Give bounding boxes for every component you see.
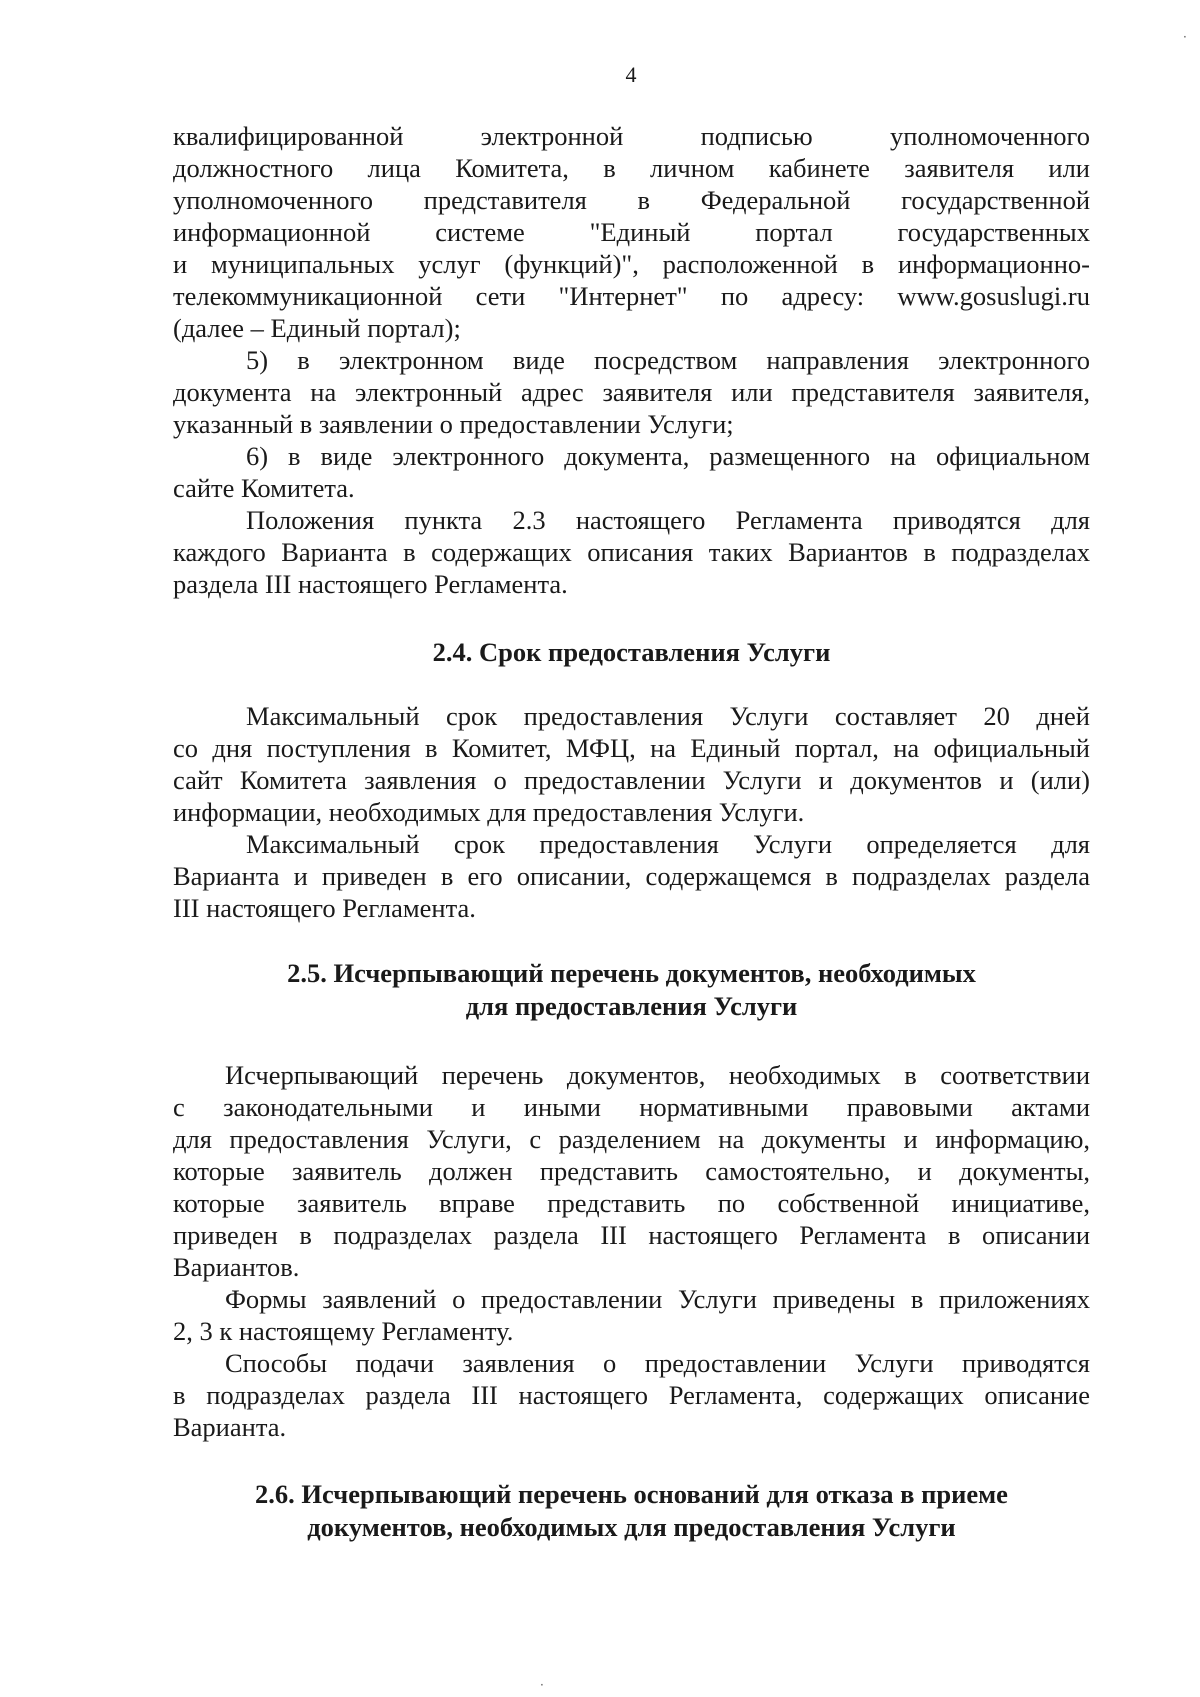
paragraph-documents-list: [173, 1059, 1090, 1283]
text-line: приведен в подразделах раздела III настоящего Регламента в описании: [173, 1220, 1090, 1250]
text-line: для предоставления Услуги, с разделением на документы и информацию,: [173, 1124, 1090, 1154]
paragraph-continuation: [173, 120, 1090, 344]
text-line: Способы подачи заявления о предоставлении Услуги приводятся: [225, 1348, 1090, 1378]
text-line: которые заявитель вправе представить по собственной инициативе,: [173, 1188, 1090, 1218]
text-line: должностного лица Комитета, в личном кабинете заявителя или: [173, 153, 1090, 183]
text-line: информационной системе "Единый портал государственных: [173, 217, 1090, 247]
text-line: 5) в электронном виде посредством направления электронного: [246, 345, 1090, 375]
text-line: (далее – Единый портал);: [173, 313, 461, 343]
text-line: Варианта.: [173, 1412, 287, 1442]
paragraph-max-term: [173, 700, 1090, 828]
text-line: со дня поступления в Комитет, МФЦ, на Единый портал, на официальный: [173, 733, 1090, 763]
text-line: и муниципальных услуг (функций)", расположенной в информационно-: [173, 249, 1090, 279]
paragraph-submission-methods: [173, 1347, 1090, 1443]
heading-line: 2.6. Исчерпывающий перечень оснований для отказа в приеме: [255, 1479, 1008, 1509]
text-line: Варианта и приведен в его описании, содержащемся в подразделах раздела: [173, 861, 1090, 891]
section-heading-2-4: [173, 636, 1090, 669]
text-line: с законодательными и иными нормативными правовыми актами: [173, 1092, 1090, 1122]
text-line: сайте Комитета.: [173, 473, 355, 503]
text-line: 6) в виде электронного документа, размещенного на официальном: [246, 441, 1090, 471]
list-item-6: [173, 440, 1090, 504]
text-line: сайт Комитета заявления о предоставлении Услуги и документов и (или): [173, 765, 1090, 795]
heading-line: 2.5. Исчерпывающий перечень документов, необходимых: [287, 958, 976, 988]
text-line: телекоммуникационной сети "Интернет" по адресу: www.gosuslugi.ru: [173, 281, 1090, 311]
text-line: каждого Варианта в содержащих описания таких Вариантов в подразделах: [173, 537, 1090, 567]
paragraph-max-term-variant: [173, 828, 1090, 924]
text-line: раздела III настоящего Регламента.: [173, 569, 568, 599]
paragraph-forms: [173, 1283, 1090, 1347]
text-line: Максимальный срок предоставления Услуги определяется для: [246, 829, 1090, 859]
text-line: квалифицированной электронной подписью уполномоченного: [173, 121, 1090, 151]
heading-line: 2.4. Срок предоставления Услуги: [432, 637, 831, 667]
text-line: Вариантов.: [173, 1252, 300, 1282]
text-line: информации, необходимых для предоставления Услуги.: [173, 797, 805, 827]
list-item-5: [173, 344, 1090, 440]
text-line: Положения пункта 2.3 настоящего Регламента приводятся для: [246, 505, 1090, 535]
heading-line: для предоставления Услуги: [465, 991, 798, 1021]
text-line: 2, 3 к настоящему Регламенту.: [173, 1316, 514, 1346]
text-line: в подразделах раздела III настоящего Регламента, содержащих описание: [173, 1380, 1090, 1410]
scan-dot: ·: [1183, 30, 1187, 44]
text-line: уполномоченного представителя в Федеральной государственной: [173, 185, 1090, 215]
heading-line: документов, необходимых для предоставления Услуги: [307, 1512, 956, 1542]
scan-dot: ·: [540, 1678, 544, 1692]
text-line: III настоящего Регламента.: [173, 893, 476, 923]
text-line: Максимальный срок предоставления Услуги составляет 20 дней: [246, 701, 1090, 731]
page-number: 4: [625, 62, 637, 87]
text-line: которые заявитель должен представить самостоятельно, и документы,: [173, 1156, 1090, 1186]
text-line: Формы заявлений о предоставлении Услуги приведены в приложениях: [225, 1284, 1090, 1314]
text-line: указанный в заявлении о предоставлении Услуги;: [173, 409, 734, 439]
text-line: документа на электронный адрес заявителя или представителя заявителя,: [173, 377, 1090, 407]
section-heading-2-6: [173, 1478, 1090, 1544]
section-heading-2-5: [173, 957, 1090, 1023]
text-line: Исчерпывающий перечень документов, необходимых в соответствии: [225, 1060, 1090, 1090]
paragraph-provisions: [173, 504, 1090, 600]
